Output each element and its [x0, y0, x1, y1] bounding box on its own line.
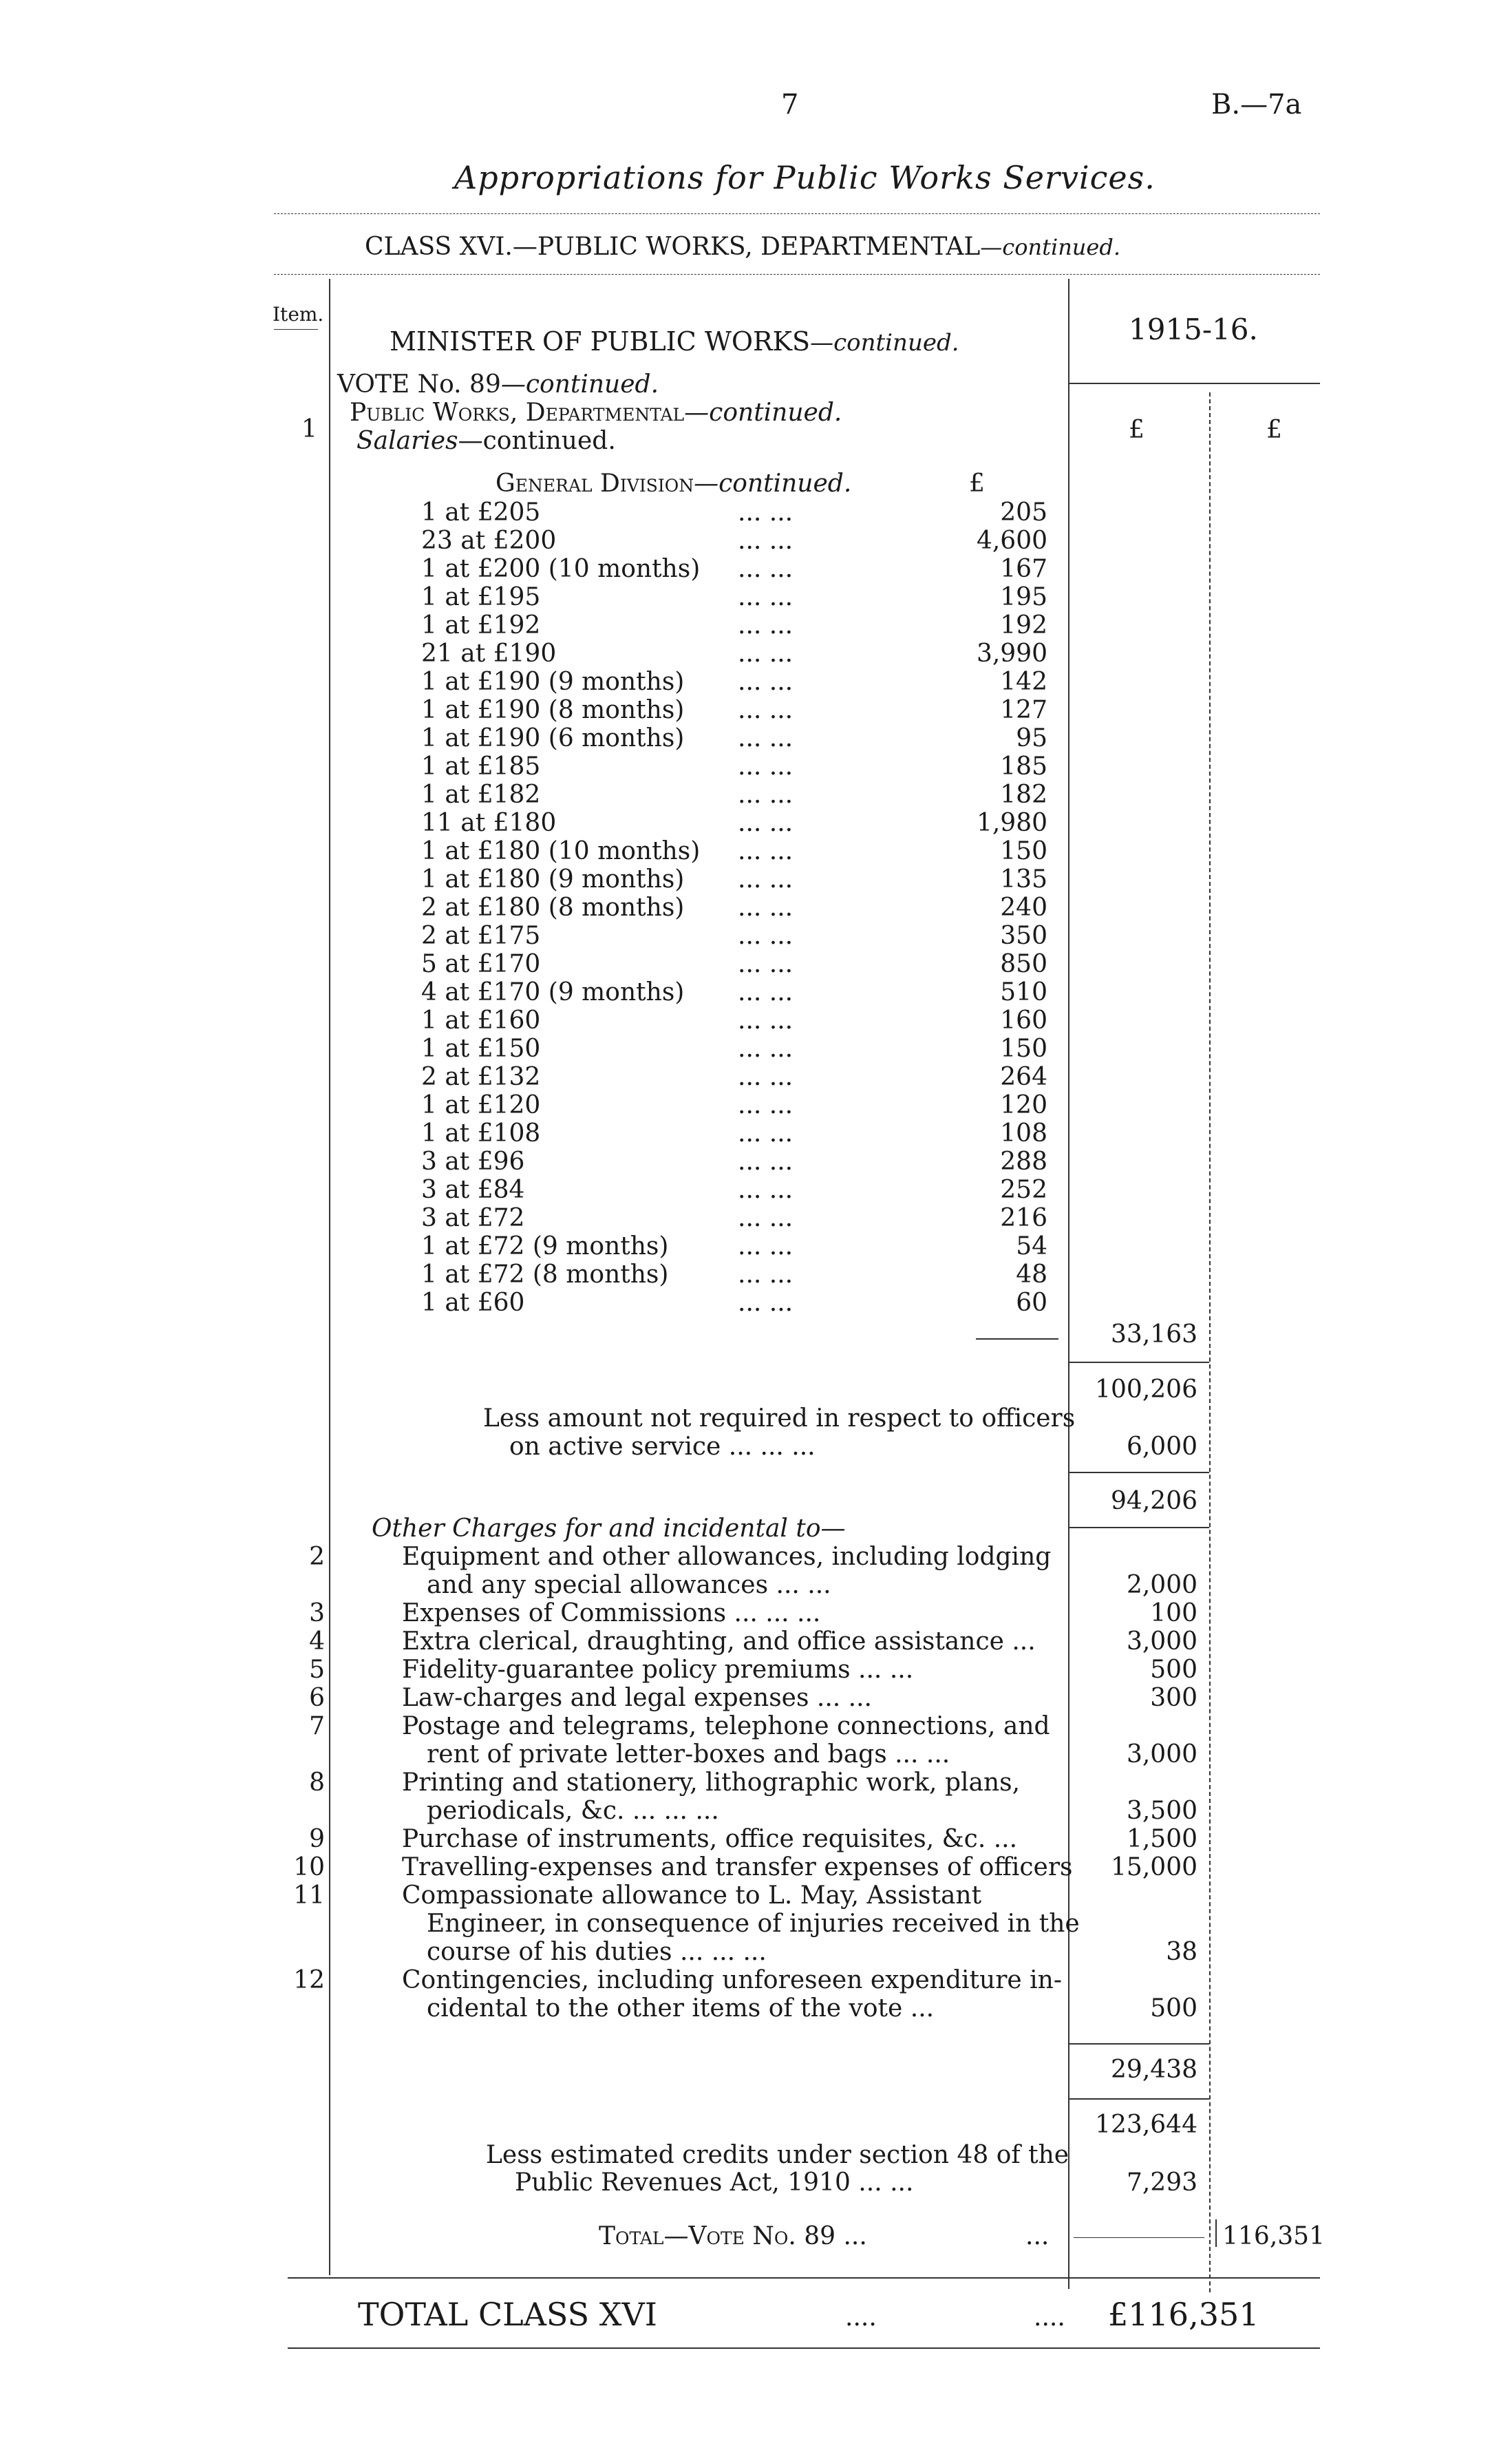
minister-heading: MINISTER OF PUBLIC WORKS—continued.: [390, 326, 959, 357]
salary-row-amount: 195: [1000, 583, 1047, 611]
salary-row-amount: 120: [1000, 1091, 1047, 1119]
salary-row-label: 1 at £160: [421, 1006, 541, 1035]
vote-total-dots: ...: [1025, 2222, 1050, 2250]
salary-row-label: 5 at £170: [421, 950, 541, 978]
salary-row-dots: ... ...: [738, 1006, 794, 1035]
salary-row-amount: 60: [1016, 1289, 1047, 1317]
salary-row-dots: ... ...: [738, 611, 794, 640]
salary-row-label: 1 at £180 (9 months): [421, 865, 685, 894]
charge-item-number: 10: [293, 1853, 325, 1881]
charge-amount: 15,000: [1111, 1853, 1197, 1881]
department-heading: Public Works, Departmental—continued.: [350, 399, 842, 427]
divider: [274, 213, 1320, 214]
salary-row-amount: 240: [1000, 894, 1047, 922]
salary-row-label: 1 at £190 (9 months): [421, 668, 685, 696]
currency-header: £: [1266, 416, 1282, 444]
charge-description: course of his duties ... ... ...: [427, 1938, 767, 1966]
charge-item-number: 5: [309, 1656, 325, 1684]
salary-row-label: 1 at £150: [421, 1035, 541, 1063]
charge-amount: 3,000: [1126, 1740, 1197, 1768]
salary-row-label: 1 at £120: [421, 1091, 541, 1119]
salary-row-amount: 264: [1000, 1063, 1047, 1091]
salary-row-label: 21 at £190: [421, 640, 557, 668]
salary-row-amount: 127: [1000, 696, 1047, 724]
vote-gross: 123,644: [1095, 2111, 1197, 2139]
salary-row-dots: ... ...: [738, 1260, 794, 1289]
salary-row-amount: 4,600: [976, 527, 1047, 555]
salary-row-dots: ... ...: [738, 1148, 794, 1176]
vote-total-label: Total—Vote No. 89 ...: [599, 2222, 867, 2250]
salary-row-label: 3 at £96: [421, 1148, 525, 1176]
footer-dots: ....: [1034, 2303, 1065, 2332]
salary-row-label: 1 at £200 (10 months): [421, 555, 701, 583]
salary-row-amount: 510: [1000, 978, 1047, 1006]
column-rule: [1209, 392, 1211, 2292]
salary-row-dots: ... ...: [738, 922, 794, 950]
column-rule: [329, 279, 330, 2275]
item-number: 1: [301, 415, 317, 443]
year-heading: 1915-16.: [1129, 313, 1258, 346]
divider: [288, 2277, 1320, 2279]
rule: [1068, 2043, 1209, 2045]
salary-row-dots: ... ...: [738, 583, 794, 611]
salary-row-label: 4 at £170 (9 months): [421, 978, 685, 1006]
salary-row-dots: ... ...: [738, 950, 794, 978]
salary-row-amount: 3,990: [976, 640, 1047, 668]
charge-description: Equipment and other allowances, including lodging: [402, 1543, 1052, 1571]
other-charges-heading: Other Charges for and incidental to—: [372, 1514, 846, 1543]
salary-row-label: 1 at £182: [421, 781, 541, 809]
salaries-net: 94,206: [1111, 1487, 1197, 1515]
salary-row-amount: 252: [1000, 1176, 1047, 1204]
salary-row-amount: 288: [1000, 1148, 1047, 1176]
salary-row-amount: 48: [1016, 1260, 1047, 1289]
salary-row-dots: ... ...: [738, 752, 794, 781]
rule: [1074, 2237, 1204, 2238]
salary-row-label: 1 at £190 (6 months): [421, 724, 685, 752]
salary-row-dots: ... ...: [738, 640, 794, 668]
charge-description: Fidelity-guarantee policy premiums ... ...: [402, 1656, 914, 1684]
charge-description: Printing and stationery, lithographic work, plans,: [402, 1768, 1021, 1797]
currency-header: £: [1129, 416, 1144, 444]
salary-row-dots: ... ...: [738, 1176, 794, 1204]
charge-item-number: 4: [309, 1627, 325, 1656]
rule: [1068, 2098, 1209, 2100]
salary-row-amount: 142: [1000, 668, 1047, 696]
salary-row-dots: ... ...: [738, 668, 794, 696]
salary-row-label: 1 at £192: [421, 611, 541, 640]
salary-row-label: 1 at £190 (8 months): [421, 696, 685, 724]
salary-row-dots: ... ...: [738, 1035, 794, 1063]
salary-row-amount: 350: [1000, 922, 1047, 950]
salary-row-dots: ... ...: [738, 837, 794, 865]
salary-row-amount: 150: [1000, 1035, 1047, 1063]
credits-line: Less estimated credits under section 48 of the: [486, 2141, 1069, 2169]
salary-row-label: 1 at £195: [421, 583, 541, 611]
class-heading: CLASS XVI.—PUBLIC WORKS, DEPARTMENTAL—continued.: [365, 233, 1120, 261]
charge-description: Purchase of instruments, office requisites, &c. ...: [402, 1825, 1018, 1853]
divider: [288, 2347, 1320, 2349]
salary-row-label: 2 at £180 (8 months): [421, 894, 685, 922]
salary-row-label: 1 at £108: [421, 1119, 541, 1148]
charge-item-number: 9: [309, 1825, 325, 1853]
header-rule: [1068, 383, 1320, 384]
vote-heading: VOTE No. 89—continued.: [337, 370, 659, 399]
charge-description: Compassionate allowance to L. May, Assistant: [402, 1881, 982, 1910]
credits-amount: 7,293: [1126, 2168, 1197, 2197]
item-header-rule: [274, 329, 318, 330]
less-officers-line: Less amount not required in respect to officers: [483, 1404, 1076, 1433]
charge-amount: 100: [1150, 1599, 1197, 1627]
salary-row-amount: 205: [1000, 498, 1047, 527]
salary-row-label: 11 at £180: [421, 809, 557, 837]
salary-row-label: 1 at £185: [421, 752, 541, 781]
charge-item-number: 7: [309, 1712, 325, 1740]
salary-row-label: 2 at £132: [421, 1063, 541, 1091]
salary-row-label: 23 at £200: [421, 527, 557, 555]
salary-row-dots: ... ...: [738, 555, 794, 583]
salary-row-amount: 54: [1016, 1232, 1047, 1260]
salary-row-amount: 185: [1000, 752, 1047, 781]
other-charges-subtotal: 29,438: [1111, 2056, 1197, 2084]
footer-dots: ....: [845, 2303, 877, 2332]
salary-row-amount: 182: [1000, 781, 1047, 809]
salary-row-label: 1 at £72 (8 months): [421, 1260, 669, 1289]
salary-row-dots: ... ...: [738, 1063, 794, 1091]
charge-description: Law-charges and legal expenses ... ...: [402, 1684, 872, 1712]
salary-row-amount: 192: [1000, 611, 1047, 640]
salary-row-amount: 167: [1000, 555, 1047, 583]
salary-row-dots: ... ...: [738, 527, 794, 555]
document-reference: B.—7a: [1211, 89, 1302, 120]
salary-row-amount: 1,980: [976, 809, 1047, 837]
salary-row-dots: ... ...: [738, 724, 794, 752]
charge-item-number: 2: [309, 1543, 325, 1571]
salary-row-dots: ... ...: [738, 978, 794, 1006]
salaries-heading: Salaries—continued.: [356, 427, 616, 455]
rule: [976, 1338, 1058, 1340]
less-officers-amount: 6,000: [1126, 1433, 1197, 1461]
charge-description: Expenses of Commissions ... ... ...: [402, 1599, 821, 1627]
salary-row-dots: ... ...: [738, 1289, 794, 1317]
salary-row-dots: ... ...: [738, 781, 794, 809]
charge-item-number: 6: [309, 1684, 325, 1712]
rule: [1068, 1362, 1209, 1363]
salary-row-label: 1 at £72 (9 months): [421, 1232, 669, 1260]
charge-description: rent of private letter-boxes and bags ... ...: [427, 1740, 950, 1768]
rule: [1068, 1527, 1209, 1528]
salary-row-dots: ... ...: [738, 498, 794, 527]
charge-amount: 38: [1166, 1938, 1197, 1966]
page-title: Appropriations for Public Works Services.: [454, 159, 1156, 196]
charge-amount: 3,000: [1126, 1627, 1197, 1656]
charge-amount: 1,500: [1126, 1825, 1197, 1853]
salary-row-dots: ... ...: [738, 1232, 794, 1260]
salary-row-dots: ... ...: [738, 696, 794, 724]
salary-row-label: 1 at £60: [421, 1289, 525, 1317]
total-class-amount: £116,351: [1108, 2296, 1259, 2333]
charge-description: and any special allowances ... ...: [427, 1571, 831, 1599]
charge-description: Contingencies, including unforeseen expenditure in-: [402, 1966, 1063, 1994]
general-division-heading: General Division—continued.: [496, 469, 852, 498]
salary-row-dots: ... ...: [738, 894, 794, 922]
salary-row-dots: ... ...: [738, 1091, 794, 1119]
salary-row-dots: ... ...: [738, 1204, 794, 1232]
charge-item-number: 3: [309, 1599, 325, 1627]
salary-row-label: 3 at £72: [421, 1204, 525, 1232]
salary-row-amount: 850: [1000, 950, 1047, 978]
column-rule: [1068, 279, 1069, 2289]
less-officers-line: on active service ... ... ...: [509, 1433, 816, 1461]
salary-row-amount: 160: [1000, 1006, 1047, 1035]
page-number: 7: [781, 89, 799, 120]
charge-amount: 500: [1150, 1994, 1197, 2023]
charge-description: cidental to the other items of the vote ...: [427, 1994, 935, 2023]
salary-row-dots: ... ...: [738, 865, 794, 894]
salary-row-label: 2 at £175: [421, 922, 541, 950]
charge-description: Postage and telegrams, telephone connections, and: [402, 1712, 1050, 1740]
rule: [1068, 1472, 1209, 1473]
charge-item-number: 8: [309, 1768, 325, 1797]
charge-amount: 3,500: [1126, 1797, 1197, 1825]
salaries-total: 100,206: [1095, 1375, 1197, 1404]
charge-item-number: 12: [293, 1966, 325, 1994]
salary-row-amount: 95: [1016, 724, 1047, 752]
total-class-label: TOTAL CLASS XVI: [358, 2296, 657, 2333]
charge-amount: 500: [1150, 1656, 1197, 1684]
charge-amount: 2,000: [1126, 1571, 1197, 1599]
charge-description: Extra clerical, draughting, and office assistance ...: [402, 1627, 1036, 1656]
salary-row-amount: 135: [1000, 865, 1047, 894]
salary-row-amount: 216: [1000, 1204, 1047, 1232]
salary-row-amount: 108: [1000, 1119, 1047, 1148]
credits-line: Public Revenues Act, 1910 ... ...: [515, 2168, 914, 2197]
salary-row-dots: ... ...: [738, 1119, 794, 1148]
amount-currency-header: £: [969, 469, 985, 498]
charge-item-number: 11: [293, 1881, 325, 1910]
charge-description: Engineer, in consequence of injuries received in the: [427, 1910, 1080, 1938]
column-rule: [1215, 2219, 1217, 2247]
salary-row-label: 1 at £180 (10 months): [421, 837, 701, 865]
salary-row-amount: 150: [1000, 837, 1047, 865]
charge-description: Travelling-expenses and transfer expenses of officers: [402, 1853, 1073, 1881]
item-column-header: Item.: [273, 303, 324, 326]
salary-row-dots: ... ...: [738, 809, 794, 837]
salary-row-label: 3 at £84: [421, 1176, 525, 1204]
charge-amount: 300: [1150, 1684, 1197, 1712]
vote-total-amount: 116,351: [1222, 2222, 1325, 2250]
divider: [274, 274, 1320, 275]
salary-row-label: 1 at £205: [421, 498, 541, 527]
salaries-subtotal: 33,163: [1111, 1320, 1197, 1349]
charge-description: periodicals, &c. ... ... ...: [427, 1797, 719, 1825]
